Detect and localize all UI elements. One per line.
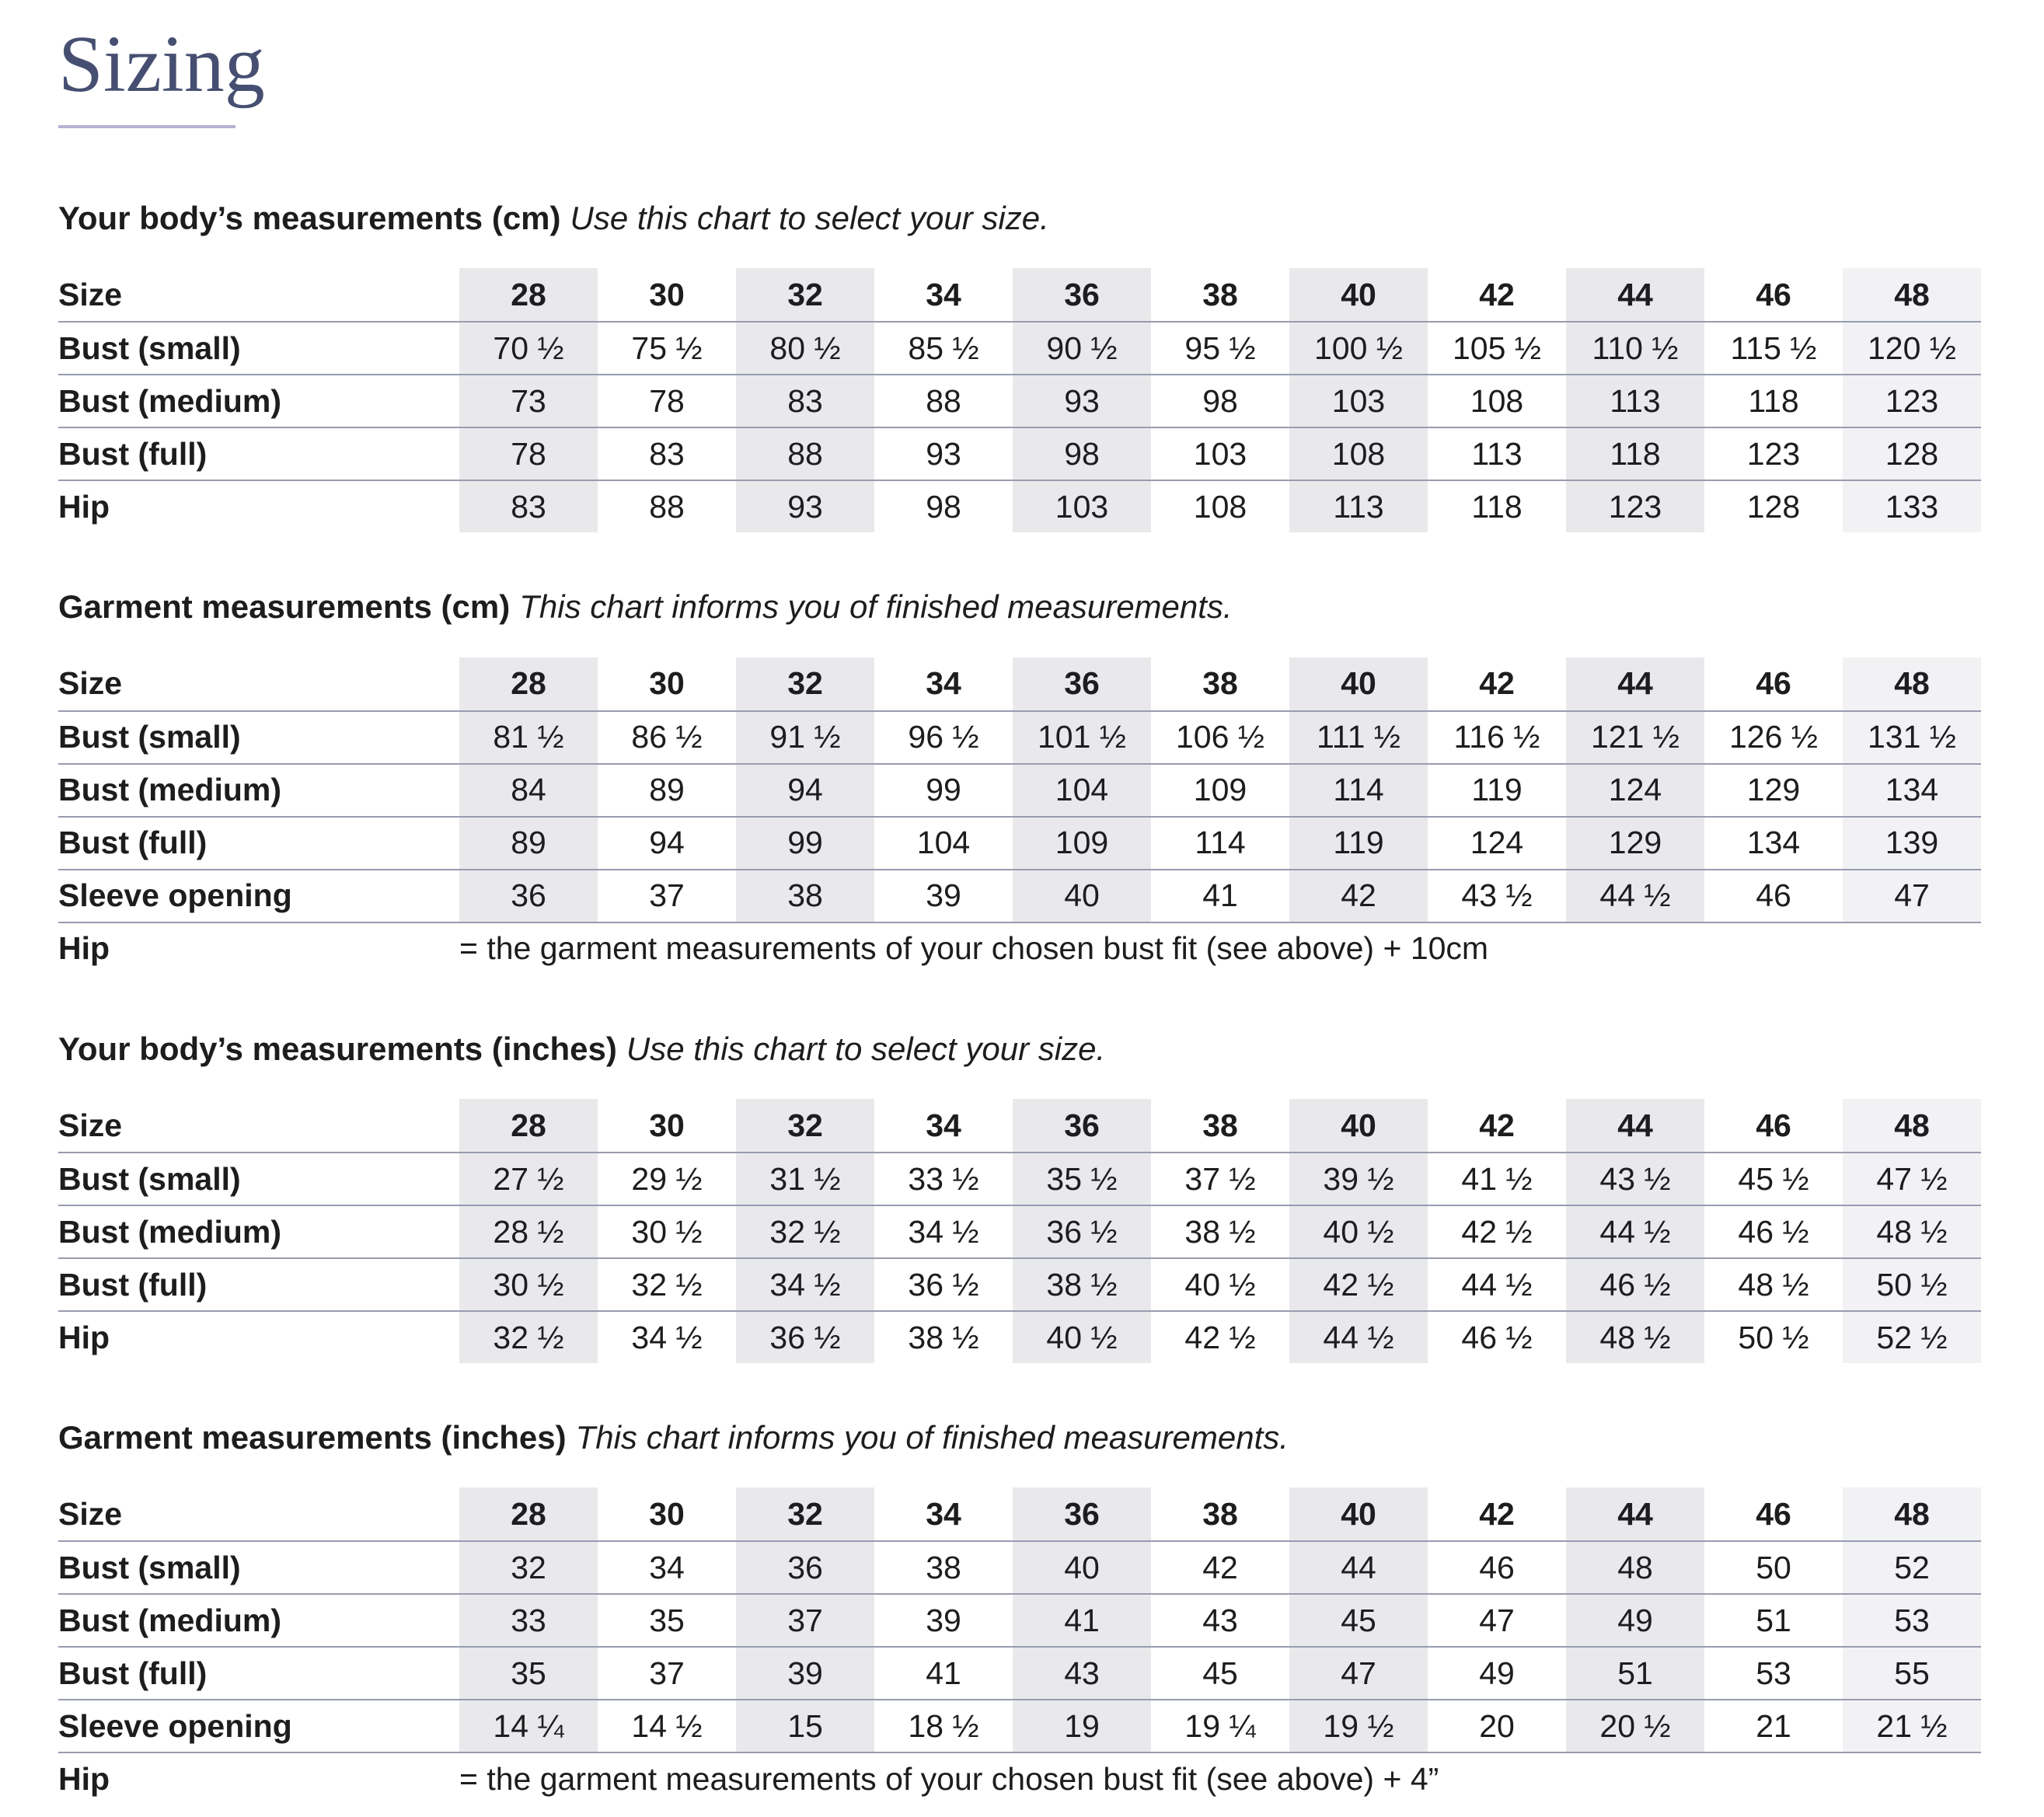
value-cell: 30 ½ [459,1257,598,1310]
size-header-cell: 42 [1479,665,1515,702]
value-cell: 39 [874,869,1013,922]
value-cell: 114 [1151,816,1289,869]
size-column-label: Size [58,665,123,702]
value-cell: 48 ½ [1843,1205,1981,1257]
value-cell: 34 ½ [736,1257,874,1310]
value-cell: 108 [1428,374,1566,427]
row-label: Hip [58,1310,459,1363]
value-cell: 44 ½ [1289,1310,1428,1363]
value-cell: 129 [1704,763,1843,816]
value-cell: 34 [598,1540,736,1593]
size-column-label: Size [58,1495,123,1532]
value-cell: 19 [1013,1699,1151,1752]
value-cell: 93 [874,427,1013,480]
value-cell: 70 ½ [459,321,598,374]
value-cell: 40 ½ [1289,1205,1428,1257]
value-cell: 33 [459,1593,598,1646]
value-cell: 121 ½ [1566,710,1704,763]
value-cell: 42 ½ [1151,1310,1289,1363]
value-cell: 113 [1428,427,1566,480]
value-cell: 45 ½ [1704,1152,1843,1205]
value-cell: 50 [1704,1540,1843,1593]
value-cell: 88 [874,374,1013,427]
value-cell: 48 ½ [1704,1257,1843,1310]
value-cell: 39 ½ [1289,1152,1428,1205]
value-cell: 29 ½ [598,1152,736,1205]
value-cell: 91 ½ [736,710,874,763]
section-heading-body-inches [58,1031,1986,1068]
section-heading-italic: Use this chart to select your size. [570,200,1049,237]
size-header-cell: 30 [649,665,685,702]
value-cell: 43 [1151,1593,1289,1646]
value-cell: 88 [736,427,874,480]
value-cell: 50 ½ [1704,1310,1843,1363]
value-cell: 21 ½ [1843,1699,1981,1752]
size-header-cell: 46 [1756,1495,1791,1532]
size-header-cell: 30 [649,1495,685,1532]
value-cell: 45 [1289,1593,1428,1646]
value-cell: 80 ½ [736,321,874,374]
value-cell: 73 [459,374,598,427]
size-header-cell: 28 [459,1487,598,1540]
size-header-cell: 40 [1289,1099,1428,1152]
row-label: Bust (small) [58,1540,459,1593]
value-cell: 116 ½ [1428,710,1566,763]
value-cell: 47 [1428,1593,1566,1646]
value-cell: 20 [1428,1699,1566,1752]
value-cell: 129 [1566,816,1704,869]
section-heading-italic: This chart informs you of finished measurements. [575,1419,1289,1456]
value-cell: 42 ½ [1428,1205,1566,1257]
garment-measurements-cm-table [58,657,1986,975]
value-cell: 100 ½ [1289,321,1428,374]
size-header-cell: 48 [1843,268,1981,321]
section-heading-bold: Garment measurements (inches) [58,1419,567,1456]
value-cell: 36 ½ [736,1310,874,1363]
value-cell: 37 [598,869,736,922]
size-header-cell: 28 [459,657,598,710]
size-header-cell: 36 [1013,1487,1151,1540]
value-cell: 106 ½ [1151,710,1289,763]
value-cell: 42 ½ [1289,1257,1428,1310]
row-label: Bust (full) [58,1646,459,1699]
value-cell: 45 [1151,1646,1289,1699]
size-header-cell: 48 [1843,1487,1981,1540]
value-cell: 38 ½ [1151,1205,1289,1257]
note-row-label: Hip [58,922,459,975]
size-header-cell: 48 [1843,657,1981,710]
value-cell: 41 [874,1646,1013,1699]
value-cell: 37 [736,1593,874,1646]
value-cell: 32 ½ [598,1257,736,1310]
value-cell: 34 ½ [874,1205,1013,1257]
value-cell: 46 ½ [1566,1257,1704,1310]
row-label: Bust (medium) [58,763,459,816]
value-cell: 89 [598,763,736,816]
note-row-label: Hip [58,1752,459,1805]
value-cell: 93 [1013,374,1151,427]
value-cell: 128 [1704,480,1843,532]
value-cell: 49 [1428,1646,1566,1699]
value-cell: 123 [1843,374,1981,427]
value-cell: 41 ½ [1428,1152,1566,1205]
value-cell: 124 [1566,763,1704,816]
value-cell: 108 [1289,427,1428,480]
size-header-cell: 42 [1479,276,1515,312]
value-cell: 37 ½ [1151,1152,1289,1205]
value-cell: 40 [1013,1540,1151,1593]
value-cell: 139 [1843,816,1981,869]
value-cell: 134 [1704,816,1843,869]
value-cell: 110 ½ [1566,321,1704,374]
value-cell: 109 [1151,763,1289,816]
size-header-cell: 42 [1479,1107,1515,1143]
size-header-cell: 34 [926,1495,961,1532]
value-cell: 118 [1566,427,1704,480]
row-label: Bust (medium) [58,1205,459,1257]
body-measurements-cm-table [58,268,1986,532]
row-label: Bust (medium) [58,1593,459,1646]
size-header-cell: 42 [1479,1495,1515,1532]
size-column-label: Size [58,1107,123,1143]
value-cell: 94 [736,763,874,816]
value-cell: 38 [736,869,874,922]
section-heading-italic: This chart informs you of finished measurements. [519,588,1233,626]
value-cell: 43 [1013,1646,1151,1699]
size-header-cell: 38 [1202,1495,1238,1532]
size-header-cell: 30 [649,276,685,312]
section-heading-garment-cm [58,588,1986,626]
value-cell: 33 ½ [874,1152,1013,1205]
value-cell: 40 ½ [1013,1310,1151,1363]
size-header-cell: 32 [736,1099,874,1152]
value-cell: 114 [1289,763,1428,816]
row-label: Bust (small) [58,1152,459,1205]
value-cell: 103 [1013,480,1151,532]
value-cell: 103 [1151,427,1289,480]
value-cell: 101 ½ [1013,710,1151,763]
size-header-cell: 38 [1202,665,1238,702]
value-cell: 40 [1013,869,1151,922]
value-cell: 46 [1704,869,1843,922]
value-cell: 38 ½ [1013,1257,1151,1310]
value-cell: 19 ½ [1289,1699,1428,1752]
value-cell: 108 [1151,480,1289,532]
section-heading-italic: Use this chart to select your size. [626,1030,1106,1067]
value-cell: 83 [736,374,874,427]
value-cell: 98 [874,480,1013,532]
value-cell: 119 [1289,816,1428,869]
size-header-cell: 38 [1202,276,1238,312]
value-cell: 113 [1566,374,1704,427]
value-cell: 84 [459,763,598,816]
value-cell: 28 ½ [459,1205,598,1257]
section-heading-body-cm [58,200,1986,237]
page-title: Sizing [58,19,265,109]
value-cell: 47 [1289,1646,1428,1699]
value-cell: 118 [1704,374,1843,427]
size-header-cell: 28 [459,1099,598,1152]
value-cell: 27 ½ [459,1152,598,1205]
value-cell: 123 [1566,480,1704,532]
value-cell: 113 [1289,480,1428,532]
row-label: Sleeve opening [58,869,459,922]
value-cell: 42 [1151,1540,1289,1593]
size-header-cell: 32 [736,1487,874,1540]
value-cell: 18 ½ [874,1699,1013,1752]
value-cell: 14 ½ [598,1699,736,1752]
value-cell: 36 [736,1540,874,1593]
size-header-cell: 38 [1202,1107,1238,1143]
value-cell: 47 ½ [1843,1152,1981,1205]
value-cell: 118 [1428,480,1566,532]
value-cell: 120 ½ [1843,321,1981,374]
size-header-cell: 40 [1289,1487,1428,1540]
section-heading-garment-inches [58,1419,1986,1456]
value-cell: 47 [1843,869,1981,922]
value-cell: 53 [1704,1646,1843,1699]
size-header-cell: 40 [1289,268,1428,321]
row-label: Bust (small) [58,321,459,374]
garment-measurements-inches-table [58,1487,1986,1805]
section-heading-bold: Your body’s measurements (cm) [58,200,561,237]
row-label: Hip [58,480,459,532]
title-underline [58,125,235,128]
size-header-cell: 36 [1013,268,1151,321]
value-cell: 42 [1289,869,1428,922]
size-header-cell: 32 [736,657,874,710]
size-header-cell: 48 [1843,1099,1981,1152]
value-cell: 37 [598,1646,736,1699]
value-cell: 89 [459,816,598,869]
value-cell: 21 [1704,1699,1843,1752]
value-cell: 40 ½ [1151,1257,1289,1310]
value-cell: 90 ½ [1013,321,1151,374]
size-header-cell: 46 [1756,1107,1791,1143]
size-header-cell: 34 [926,1107,961,1143]
size-header-cell: 44 [1566,268,1704,321]
value-cell: 93 [736,480,874,532]
value-cell: 20 ½ [1566,1699,1704,1752]
value-cell: 105 ½ [1428,321,1566,374]
value-cell: 30 ½ [598,1205,736,1257]
value-cell: 32 ½ [459,1310,598,1363]
section-heading-bold: Your body’s measurements (inches) [58,1030,617,1067]
value-cell: 85 ½ [874,321,1013,374]
value-cell: 36 [459,869,598,922]
value-cell: 103 [1289,374,1428,427]
value-cell: 43 ½ [1428,869,1566,922]
value-cell: 46 ½ [1704,1205,1843,1257]
value-cell: 104 [1013,763,1151,816]
value-cell: 44 ½ [1428,1257,1566,1310]
value-cell: 44 [1289,1540,1428,1593]
value-cell: 38 ½ [874,1310,1013,1363]
value-cell: 99 [874,763,1013,816]
row-label: Bust (small) [58,710,459,763]
value-cell: 53 [1843,1593,1981,1646]
row-label: Bust (full) [58,427,459,480]
value-cell: 44 ½ [1566,1205,1704,1257]
body-measurements-inches-table [58,1099,1986,1363]
value-cell: 111 ½ [1289,710,1428,763]
value-cell: 131 ½ [1843,710,1981,763]
value-cell: 44 ½ [1566,869,1704,922]
size-header-cell: 44 [1566,1099,1704,1152]
value-cell: 134 [1843,763,1981,816]
size-header-cell: 44 [1566,1487,1704,1540]
size-header-cell: 46 [1756,276,1791,312]
value-cell: 39 [874,1593,1013,1646]
value-cell: 48 ½ [1566,1310,1704,1363]
value-cell: 14 ¼ [459,1699,598,1752]
value-cell: 104 [874,816,1013,869]
value-cell: 119 [1428,763,1566,816]
value-cell: 109 [1013,816,1151,869]
value-cell: 126 ½ [1704,710,1843,763]
size-header-cell: 36 [1013,657,1151,710]
value-cell: 86 ½ [598,710,736,763]
value-cell: 36 ½ [874,1257,1013,1310]
value-cell: 32 ½ [736,1205,874,1257]
value-cell: 83 [598,427,736,480]
value-cell: 43 ½ [1566,1152,1704,1205]
value-cell: 98 [1151,374,1289,427]
value-cell: 46 [1428,1540,1566,1593]
value-cell: 34 ½ [598,1310,736,1363]
value-cell: 95 ½ [1151,321,1289,374]
value-cell: 46 ½ [1428,1310,1566,1363]
value-cell: 96 ½ [874,710,1013,763]
note-text: = the garment measurements of your chosen bust fit (see above) + 10cm [459,922,1981,975]
value-cell: 128 [1843,427,1981,480]
value-cell: 31 ½ [736,1152,874,1205]
size-header-cell: 36 [1013,1099,1151,1152]
value-cell: 50 ½ [1843,1257,1981,1310]
size-header-cell: 32 [736,268,874,321]
section-heading-bold: Garment measurements (cm) [58,588,511,626]
value-cell: 133 [1843,480,1981,532]
value-cell: 19 ¼ [1151,1699,1289,1752]
value-cell: 41 [1013,1593,1151,1646]
value-cell: 88 [598,480,736,532]
value-cell: 98 [1013,427,1151,480]
row-label: Bust (medium) [58,374,459,427]
size-header-cell: 30 [649,1107,685,1143]
row-label: Bust (full) [58,816,459,869]
size-header-cell: 34 [926,665,961,702]
value-cell: 39 [736,1646,874,1699]
value-cell: 38 [874,1540,1013,1593]
value-cell: 75 ½ [598,321,736,374]
value-cell: 99 [736,816,874,869]
value-cell: 115 ½ [1704,321,1843,374]
size-header-cell: 46 [1756,665,1791,702]
size-column-label: Size [58,276,123,312]
value-cell: 124 [1428,816,1566,869]
value-cell: 83 [459,480,598,532]
value-cell: 35 [459,1646,598,1699]
row-label: Sleeve opening [58,1699,459,1752]
size-header-cell: 28 [459,268,598,321]
value-cell: 35 ½ [1013,1152,1151,1205]
note-text: = the garment measurements of your chosen bust fit (see above) + 4” [459,1752,1981,1805]
value-cell: 15 [736,1699,874,1752]
value-cell: 123 [1704,427,1843,480]
value-cell: 48 [1566,1540,1704,1593]
size-header-cell: 40 [1289,657,1428,710]
value-cell: 36 ½ [1013,1205,1151,1257]
value-cell: 55 [1843,1646,1981,1699]
value-cell: 51 [1704,1593,1843,1646]
value-cell: 35 [598,1593,736,1646]
row-label: Bust (full) [58,1257,459,1310]
value-cell: 78 [459,427,598,480]
value-cell: 52 ½ [1843,1310,1981,1363]
value-cell: 41 [1151,869,1289,922]
value-cell: 81 ½ [459,710,598,763]
value-cell: 32 [459,1540,598,1593]
value-cell: 51 [1566,1646,1704,1699]
value-cell: 94 [598,816,736,869]
size-header-cell: 34 [926,276,961,312]
value-cell: 78 [598,374,736,427]
size-header-cell: 44 [1566,657,1704,710]
value-cell: 49 [1566,1593,1704,1646]
value-cell: 52 [1843,1540,1981,1593]
